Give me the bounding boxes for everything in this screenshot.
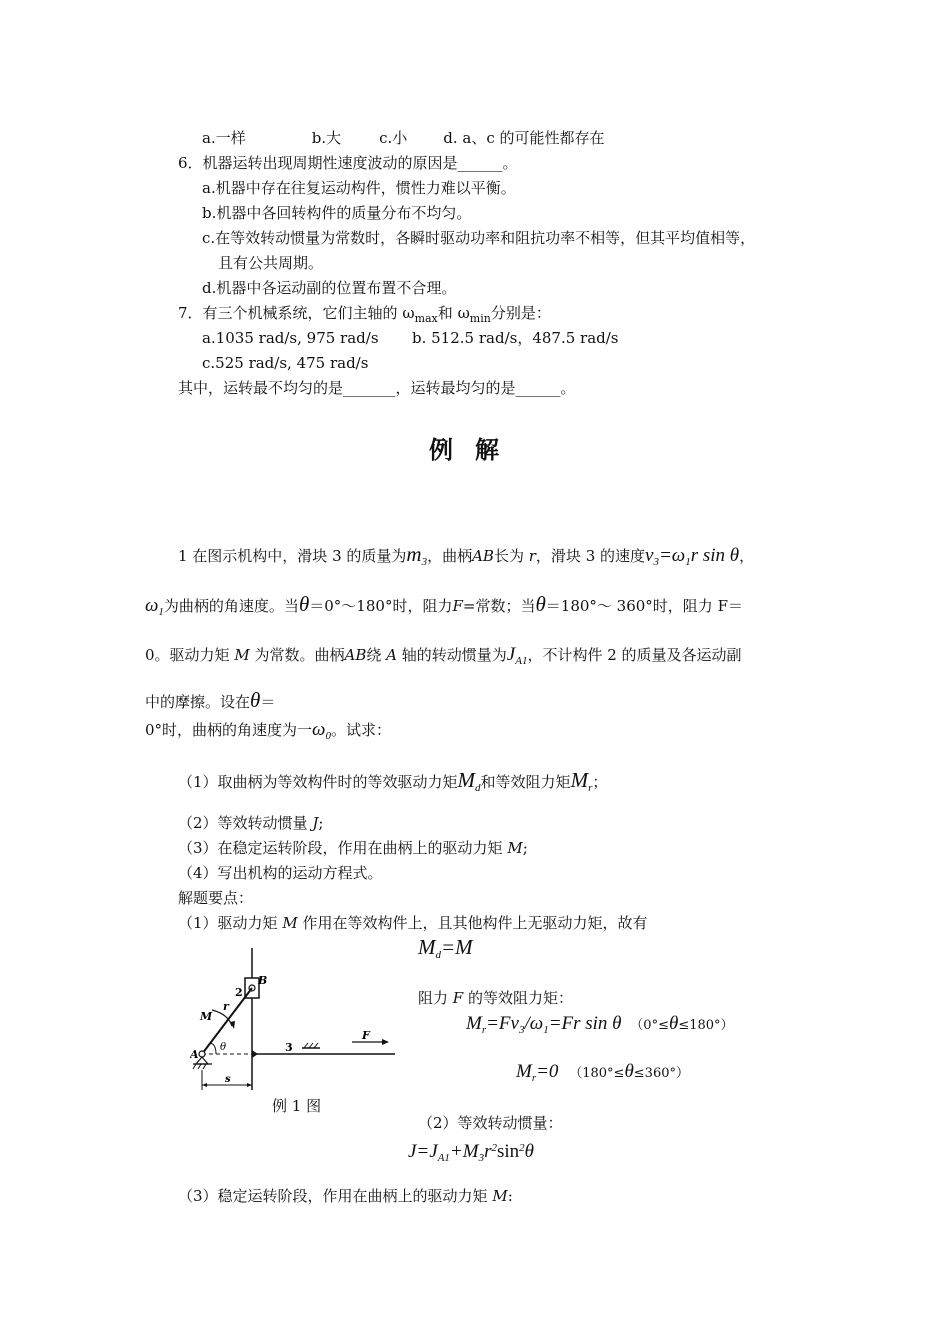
eq-mr-zero: $M_r=0$ （180°≤θ≤360°） xyxy=(516,1061,689,1084)
q7-stem: 7．有三个机械系统，它们主轴的 $\omega_{max}$和 $\omega_{min}$分别是： xyxy=(178,304,551,325)
q5-option-d: d. a、c 的可能性都存在 xyxy=(443,129,605,147)
q7-option-a: a.1035 rad/s, 975 rad/s xyxy=(202,329,379,347)
figure-caption: 例 1 图 xyxy=(272,1097,322,1115)
label-theta: θ xyxy=(220,1042,227,1053)
ex1-line3: 0。驱动力矩 M 为常数。曲柄AB绕 A 轴的转动惯量为$J_{A1}$，不计构件 2 的质量及各运动副 xyxy=(145,644,742,667)
ex1-solution-heading: 解题要点： xyxy=(178,889,254,907)
q7-tail: 其中，运转最不均匀的是_______，运转最均匀的是______。 xyxy=(178,379,576,397)
eq-mr: $M_r=Fv_3/\omega_1=Fr$ sin θ （0°≤θ≤180°） xyxy=(466,1013,734,1036)
q5-options xyxy=(202,128,605,148)
eq-md: $M_d=M$ xyxy=(418,935,473,961)
q5-option-a: a.一样 xyxy=(202,129,246,147)
ex1-solution-3: （3）稳定运转阶段，作用在曲柄上的驱动力矩 M: xyxy=(178,1187,513,1205)
q6-stem: 6．机器运转出现周期性速度波动的原因是______。 xyxy=(178,154,518,172)
q5-option-b: b.大 xyxy=(311,129,342,147)
q5-option-c: c.小 xyxy=(379,129,408,147)
ex1-question-2: （2）等效转动惯量 J; xyxy=(178,814,324,832)
ex1-solution-1: （1）驱动力矩 M 作用在等效构件上，且其他构件上无驱动力矩，故有 xyxy=(178,914,648,932)
label-2: 2 xyxy=(235,986,243,999)
q6-option-b: b.机器中各回转构件的质量分布不均匀。 xyxy=(202,204,472,222)
ex1-question-1: （1）取曲柄为等效构件时的等效驱动力矩$M_d$和等效阻力矩$M_r$； xyxy=(178,768,608,794)
ex1-solution-2: （2）等效转动惯量： xyxy=(418,1114,563,1132)
section-title: 例解 xyxy=(429,436,521,464)
label-s: s xyxy=(225,1074,231,1085)
label-m: M xyxy=(200,1010,213,1023)
ex1-question-3: （3）在稳定运转阶段，作用在曲柄上的驱动力矩 M; xyxy=(178,839,528,857)
ex1-line4: 中的摩擦。设在θ＝ xyxy=(145,688,276,712)
q6-option-d: d.机器中各运动副的位置布置不合理。 xyxy=(202,279,457,297)
ex1-line5: 0°时，曲柄的角速度为一$\omega_0$。试求： xyxy=(145,719,391,742)
ex1-line2: $\omega_1$为曲柄的角速度。当θ＝0°～180°时，阻力F=常数；当θ＝180°～ 360°时，阻力 F＝ xyxy=(145,592,743,618)
eq-j: $J=J_{A1}+M_3r^2\sin^2\theta$ xyxy=(408,1141,535,1164)
label-b: B xyxy=(258,974,268,987)
q6-option-a: a.机器中存在往复运动构件，惯性力难以平衡。 xyxy=(202,179,516,197)
mechanism-figure xyxy=(190,940,405,1100)
ex1-question-4: （4）写出机构的运动方程式。 xyxy=(178,864,383,882)
label-a: A xyxy=(190,1048,199,1061)
q6-option-c: c.在等效转动惯量为常数时，各瞬时驱动功率和阻抗功率不相等，但其平均值相等， xyxy=(202,229,756,247)
label-r: r xyxy=(223,1000,229,1013)
label-f: F xyxy=(362,1029,370,1042)
q7-option-b: b. 512.5 rad/s，487.5 rad/s xyxy=(412,329,619,347)
ex1-line1: 1 在图示机构中，滑块 3 的质量为$m_3$，曲柄AB长为 r，滑块 3 的速度$v_3=\omega_1r$ sin θ， xyxy=(178,542,755,568)
resistance-label: 阻力 F 的等效阻力矩： xyxy=(418,989,574,1007)
q7-option-c: c.525 rad/s, 475 rad/s xyxy=(202,354,369,372)
rod-arrow xyxy=(252,1050,258,1058)
label-3: 3 xyxy=(285,1041,293,1054)
q6-option-c-cont: 且有公共周期。 xyxy=(218,254,324,272)
